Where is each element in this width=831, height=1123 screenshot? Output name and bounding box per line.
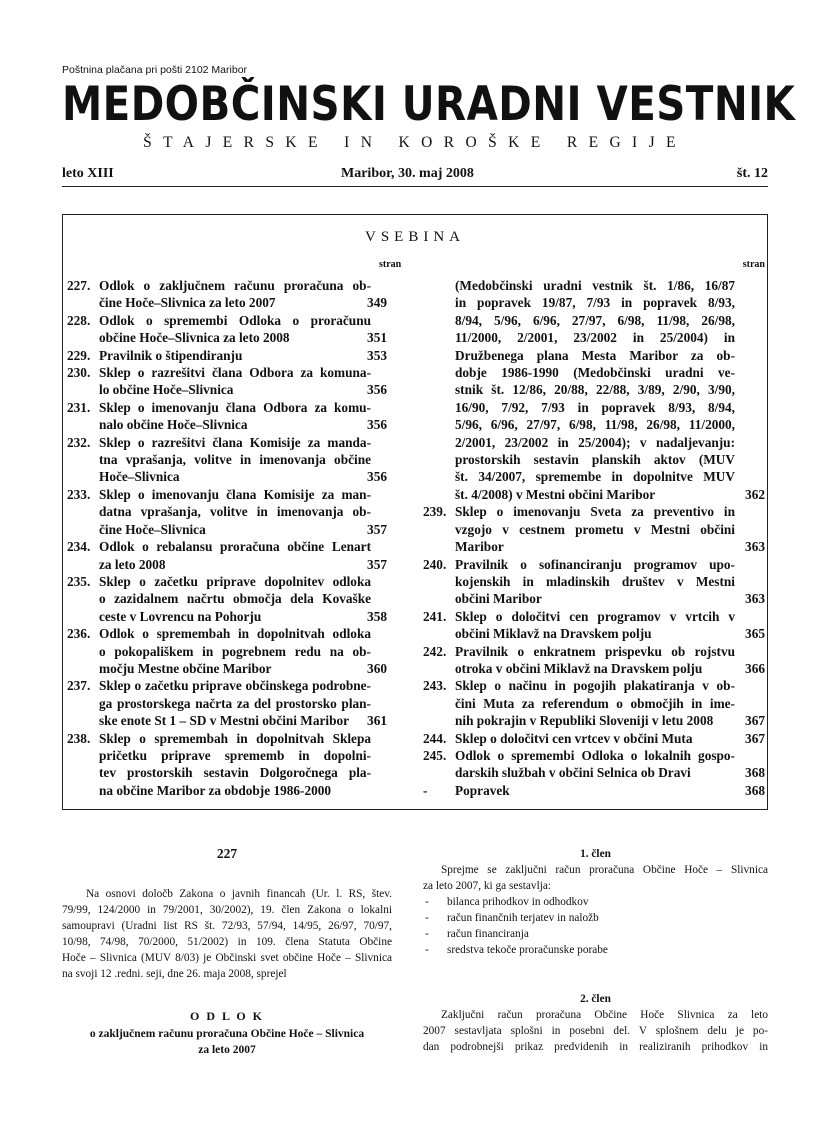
toc-entry-line: Sklep o razrešitvi člana Odbora za komuna- <box>99 365 371 381</box>
toc-entry-page: 367 <box>745 730 765 746</box>
postage-note: Poštnina plačana pri pošti 2102 Maribor <box>62 64 248 76</box>
toc-entry-title <box>455 608 735 643</box>
issue-year: leto XIII <box>62 166 114 181</box>
toc-entry-number: 243. <box>423 678 447 694</box>
toc-entry-number: 228. <box>67 312 91 328</box>
clen-1-line: Sprejme se zaključni račun proračuna Občine Hoče – Slivnica <box>441 864 768 876</box>
toc-entry-title <box>455 677 735 729</box>
odlok-subtitle-year: za leto 2007 <box>198 1044 256 1056</box>
toc-entry-line: Sklep o določitvi cen programov v vrtcih v <box>455 608 735 624</box>
toc-entry-number: 229. <box>67 347 91 363</box>
list-item-text: sredstva tekoče proračunske porabe <box>447 944 608 956</box>
toc-entry-line: Odlok o rebalansu proračuna občine Lenart <box>99 539 371 555</box>
toc-entry-line: (Medobčinski uradni vestnik št. 1/86, 16/87 <box>455 278 735 293</box>
toc-column-left <box>67 277 387 799</box>
odlok-subtitle: o zaključnem računu proračuna Občine Hoče – Slivnica <box>89 1028 365 1040</box>
toc-entry-line: 8/94, 5/96, 6/96, 27/97, 6/98, 11/98, 26/98, <box>455 312 735 328</box>
clen-2-line: Zaključni račun proračuna Občine Hoče Slivnica za leto <box>441 1009 768 1021</box>
toc-entry-line: močju Mestne občine Maribor <box>99 660 272 676</box>
toc-entry-page: 358 <box>367 608 387 624</box>
toc-entry-line: datna vprašanja, volitve in imenovanja ob- <box>99 504 371 520</box>
toc-entry-line: Sklep o imenovanju člana Odbora za komu- <box>99 399 371 415</box>
list-item <box>423 942 768 958</box>
toc-entry-line: darskih službah v občini Selnica ob Dravi <box>455 765 691 781</box>
toc-entry-page: 363 <box>745 591 765 607</box>
clen-2-text <box>423 1007 768 1055</box>
toc-entry-line: Družbenega plana Mesta Maribor za ob- <box>455 347 735 363</box>
toc-entry-title <box>99 677 371 729</box>
intro-line: Hoče – Slivnica (MUV 8/03) je Občinski svet občine Hoče – Slivnica <box>62 952 392 964</box>
issue-number: št. 12 <box>736 166 768 181</box>
toc-entry-number: 234. <box>67 539 91 555</box>
toc-entry <box>67 573 387 625</box>
toc-entry-line: lo občine Hoče–Slivnica <box>99 382 234 398</box>
clen-1-text <box>423 862 768 894</box>
toc-entry-number: - <box>423 782 428 798</box>
toc-entry-line: ske enote St 1 – SD v Mestni občini Maribor <box>99 713 350 729</box>
toc-entry <box>67 347 387 364</box>
toc-entry-line: stnik št. 12/86, 20/88, 22/88, 3/89, 2/90, 3/90, <box>455 382 735 398</box>
toc-entry-title <box>99 573 371 625</box>
header-rule <box>62 186 768 187</box>
toc-entry-page: 349 <box>367 295 387 311</box>
toc-entry-page: 351 <box>367 330 387 346</box>
toc-entry-page: 361 <box>367 713 387 729</box>
toc-entry-page: 363 <box>745 539 765 555</box>
toc-entry-number: 236. <box>67 626 91 642</box>
toc-entry-line: pričetku priprave sprememb in dopolni- <box>99 747 371 763</box>
publication-subtitle: ŠTAJERSKE IN KOROŠKE REGIJE <box>143 134 687 151</box>
toc-entry-line: 2/2001, 23/2002 in 25/2004); v nadaljevanju: <box>455 434 735 450</box>
toc-entry-line: občine Hoče–Slivnica za leto 2008 <box>99 330 290 346</box>
toc-entry-title <box>99 625 371 677</box>
toc-entry-line: Popravek <box>455 782 510 798</box>
toc-entry-number: 242. <box>423 643 447 659</box>
clen-2-line: 2007 sestavljata splošni in posebni del. V splošnem delu je po- <box>423 1025 768 1037</box>
toc-heading: VSEBINA <box>364 229 465 245</box>
toc-entry-line: Pravilnik o sofinanciranju programov upo- <box>455 556 735 572</box>
toc-entry-page: 356 <box>367 417 387 433</box>
clen-2-heading: 2. člen <box>580 993 611 1005</box>
toc-entry-title <box>455 643 735 678</box>
toc-entry-line: Hoče–Slivnica <box>99 469 180 485</box>
toc-entry-line: kojenskih in mladinskih društev v Mestni <box>455 573 735 589</box>
toc-entry <box>423 608 765 643</box>
toc-entry-page: 368 <box>745 782 765 798</box>
intro-line: 10/98, 74/98, 70/2000, 51/2002) in 109. člena Statuta Občine <box>62 936 392 948</box>
toc-entry-title <box>99 730 371 800</box>
toc-entry-number <box>423 277 455 503</box>
publication-title: MEDOBČINSKI URADNI VESTNIK <box>62 77 796 132</box>
clen-2-line: dan podrobnejši prikaz predvidenih in realiziranih prihodkov in <box>423 1041 768 1053</box>
toc-entry-line: Odlok o spremembah in dopolnitvah odloka <box>99 626 371 642</box>
toc-entry-line: vzgojo v cestnem prometu v Mestni občini <box>455 521 735 537</box>
toc-entry-title <box>99 399 371 434</box>
toc-entry <box>423 643 765 678</box>
toc-entry-line: Sklep o imenovanju člana Komisije za man- <box>99 486 371 502</box>
toc-entry <box>67 677 387 729</box>
toc-entry <box>67 277 387 312</box>
article-number: 227 <box>216 846 238 861</box>
toc-entry-number: 240. <box>423 556 447 572</box>
list-item <box>423 894 768 910</box>
toc-entry-title <box>455 277 735 503</box>
toc-entry-line: nalo občine Hoče–Slivnica <box>99 417 248 433</box>
toc-entry <box>423 747 765 782</box>
toc-entry-line: čini Muta za referendum o območjih in ime- <box>455 695 735 711</box>
intro-line: samoupravi (Uradni list RS št. 72/93, 57/94, 14/95, 26/97, 70/97, <box>62 920 392 932</box>
toc-entry-line: in popravek 19/87, 7/93 in popravek 8/93, <box>455 295 735 311</box>
toc-page-label-left: stran <box>379 259 402 270</box>
clen-1-line: za leto 2007, ki ga sestavlja: <box>423 880 551 892</box>
toc-entry-line: o pokopališkem in pogrebnem redu na ob- <box>99 643 371 659</box>
toc-entry <box>67 399 387 434</box>
issue-date: Maribor, 30. maj 2008 <box>341 166 474 181</box>
toc-entry-title <box>99 538 371 573</box>
clen-1-heading: 1. člen <box>580 848 611 860</box>
toc-entry-line: Pravilnik o štipendiranju <box>99 347 243 363</box>
toc-entry-line: Sklep o spremembah in dopolnitvah Sklepa <box>99 730 371 746</box>
article-intro <box>62 886 392 982</box>
toc-entry-line: občini Maribor <box>455 591 542 607</box>
toc-entry-title <box>455 556 735 608</box>
toc-entry <box>67 434 387 486</box>
toc-entry-page: 357 <box>367 521 387 537</box>
toc-entry <box>67 312 387 347</box>
toc-entry <box>67 486 387 538</box>
toc-entry-line: tna vprašanja, volitve in imenovanja občine <box>99 452 371 468</box>
toc-entry <box>423 277 765 503</box>
toc-entry-line: za leto 2008 <box>99 556 166 572</box>
list-dash: - <box>425 896 429 908</box>
toc-entry-title <box>99 364 371 399</box>
toc-entry-page: 356 <box>367 469 387 485</box>
toc-entry <box>423 730 765 747</box>
toc-entry-line: Odlok o zaključnem računu proračuna ob- <box>99 278 371 293</box>
toc-entry-line: Sklep o začetku priprave dopolnitev odloka <box>99 573 371 589</box>
toc-entry-number: 237. <box>67 678 91 694</box>
toc-entry-line: prostorskih sestavin planskih aktov (MUV <box>455 452 735 468</box>
toc-entry-page: 357 <box>367 556 387 572</box>
list-dash: - <box>425 944 429 956</box>
toc-entry-line: ga prostorskega načrta za del prostorsko plan- <box>99 695 371 711</box>
toc-entry-number: 235. <box>67 573 91 589</box>
toc-entry <box>423 677 765 729</box>
toc-entry-line: čine Hoče–Slivnica <box>99 521 206 537</box>
toc-entry-title <box>99 277 371 312</box>
toc-entry-line: št. 4/2008) v Mestni občini Maribor <box>455 486 656 502</box>
toc-entry-number: 227. <box>67 278 91 293</box>
toc-entry-title <box>99 486 371 538</box>
toc-entry <box>423 782 765 799</box>
list-dash: - <box>425 928 429 940</box>
list-dash: - <box>425 912 429 924</box>
toc-entry-line: Sklep o začetku priprave občinskega podrobne- <box>99 678 371 694</box>
toc-entry <box>423 556 765 608</box>
toc-entry-line: na občine Maribor za obdobje 1986-2000 <box>99 782 332 798</box>
list-item <box>423 910 768 926</box>
table-of-contents <box>62 214 768 810</box>
toc-entry-line: o zazidalnem načrtu območja dela Kovaške <box>99 591 371 607</box>
clen-1-list <box>423 894 768 958</box>
toc-entry-line: čine Hoče–Slivnica za leto 2007 <box>99 295 276 311</box>
toc-column-right <box>423 277 765 799</box>
toc-entry-page: 368 <box>745 765 765 781</box>
toc-entry <box>67 625 387 677</box>
toc-entry-number: 231. <box>67 399 91 415</box>
toc-entry-page: 362 <box>745 486 765 502</box>
list-item-text: račun finančnih terjatev in naložb <box>447 912 599 924</box>
toc-entry-line: 16/90, 7/92, 7/93 in popravek 8/93, 8/94, <box>455 399 735 415</box>
toc-entry-number: 241. <box>423 608 447 624</box>
toc-entry <box>67 538 387 573</box>
toc-entry-title <box>455 503 735 555</box>
toc-entry-line: 11/2000, 2/2001, 23/2002 in 25/2004) in <box>455 330 735 346</box>
toc-entry-number: 230. <box>67 365 91 381</box>
list-item-text: račun financiranja <box>447 928 529 940</box>
toc-entry-title <box>455 730 735 747</box>
toc-entry-line: Sklep o imenovanju Sveta za preventivo in <box>455 504 735 520</box>
toc-entry <box>67 730 387 800</box>
toc-page-label-right: stran <box>742 259 765 270</box>
toc-entry-line: Pravilnik o enkratnem prispevku ob rojstvu <box>455 643 735 659</box>
toc-entry-line: Odlok o spremembi Odloka o lokalnih gospo- <box>455 747 735 763</box>
toc-entry-number: 239. <box>423 504 447 520</box>
intro-line: Na osnovi določb Zakona o javnih financah (Ur. l. RS, štev. <box>86 888 392 900</box>
toc-entry-line: št. 34/2007, spremembe in dopolnitve MUV <box>455 469 735 485</box>
toc-entry-number: 233. <box>67 486 91 502</box>
toc-entry-number: 244. <box>423 730 447 746</box>
article-227-clauses <box>423 846 768 1055</box>
toc-entry-number: 238. <box>67 730 91 746</box>
toc-entry-number: 232. <box>67 434 91 450</box>
toc-entry-line: 5/96, 6/96, 27/97, 6/98, 11/98, 26/98, 11/2000, <box>455 417 735 433</box>
toc-entry-line: Sklep o razrešitvi člana Komisije za manda- <box>99 434 371 450</box>
toc-entry-page: 367 <box>745 713 765 729</box>
toc-entry-title <box>99 434 371 486</box>
toc-entry-page: 365 <box>745 626 765 642</box>
toc-entry <box>67 364 387 399</box>
toc-entry-line: ceste v Lovrencu na Pohorju <box>99 608 262 624</box>
toc-entry-line: Sklep o določitvi cen vrtcev v občini Muta <box>455 730 693 746</box>
toc-entry-line: Maribor <box>455 539 504 555</box>
toc-entry-line: Sklep o načinu in pogojih plakatiranja v ob- <box>455 678 735 694</box>
toc-entry <box>423 503 765 555</box>
toc-entry-line: dobje 1986-1990 (Medobčinski uradni ve- <box>455 365 735 381</box>
intro-line: 79/99, 124/2000 in 79/2001, 30/2002), 19. člen Zakona o lokalni <box>62 904 392 916</box>
toc-entry-page: 353 <box>367 347 387 363</box>
toc-entry-title <box>99 312 371 347</box>
toc-entry-title <box>99 347 371 364</box>
toc-entry-line: otroka v občini Miklavž na Dravskem polju <box>455 660 703 676</box>
toc-entry-page: 356 <box>367 382 387 398</box>
list-item <box>423 926 768 942</box>
article-227 <box>62 846 392 1058</box>
odlok-title: O D L O K <box>189 1009 264 1023</box>
list-item-text: bilanca prihodkov in odhodkov <box>447 896 589 908</box>
toc-entry-page: 366 <box>745 660 765 676</box>
toc-entry-line: tev prostorskih sestavin Dolgoročnega pla- <box>99 765 371 781</box>
toc-entry-page: 360 <box>367 660 387 676</box>
toc-entry-line: nih pokrajin v Republiki Sloveniji v letu 2008 <box>455 713 714 729</box>
toc-entry-number: 245. <box>423 747 447 763</box>
intro-line: na svoji 12 .redni. seji, dne 26. maja 2008, sprejel <box>62 968 287 980</box>
toc-entry-title <box>455 747 735 782</box>
toc-entry-line: občini Miklavž na Dravskem polju <box>455 626 652 642</box>
toc-entry-title <box>455 782 735 799</box>
toc-entry-line: Odlok o spremembi Odloka o proračunu <box>99 312 371 328</box>
